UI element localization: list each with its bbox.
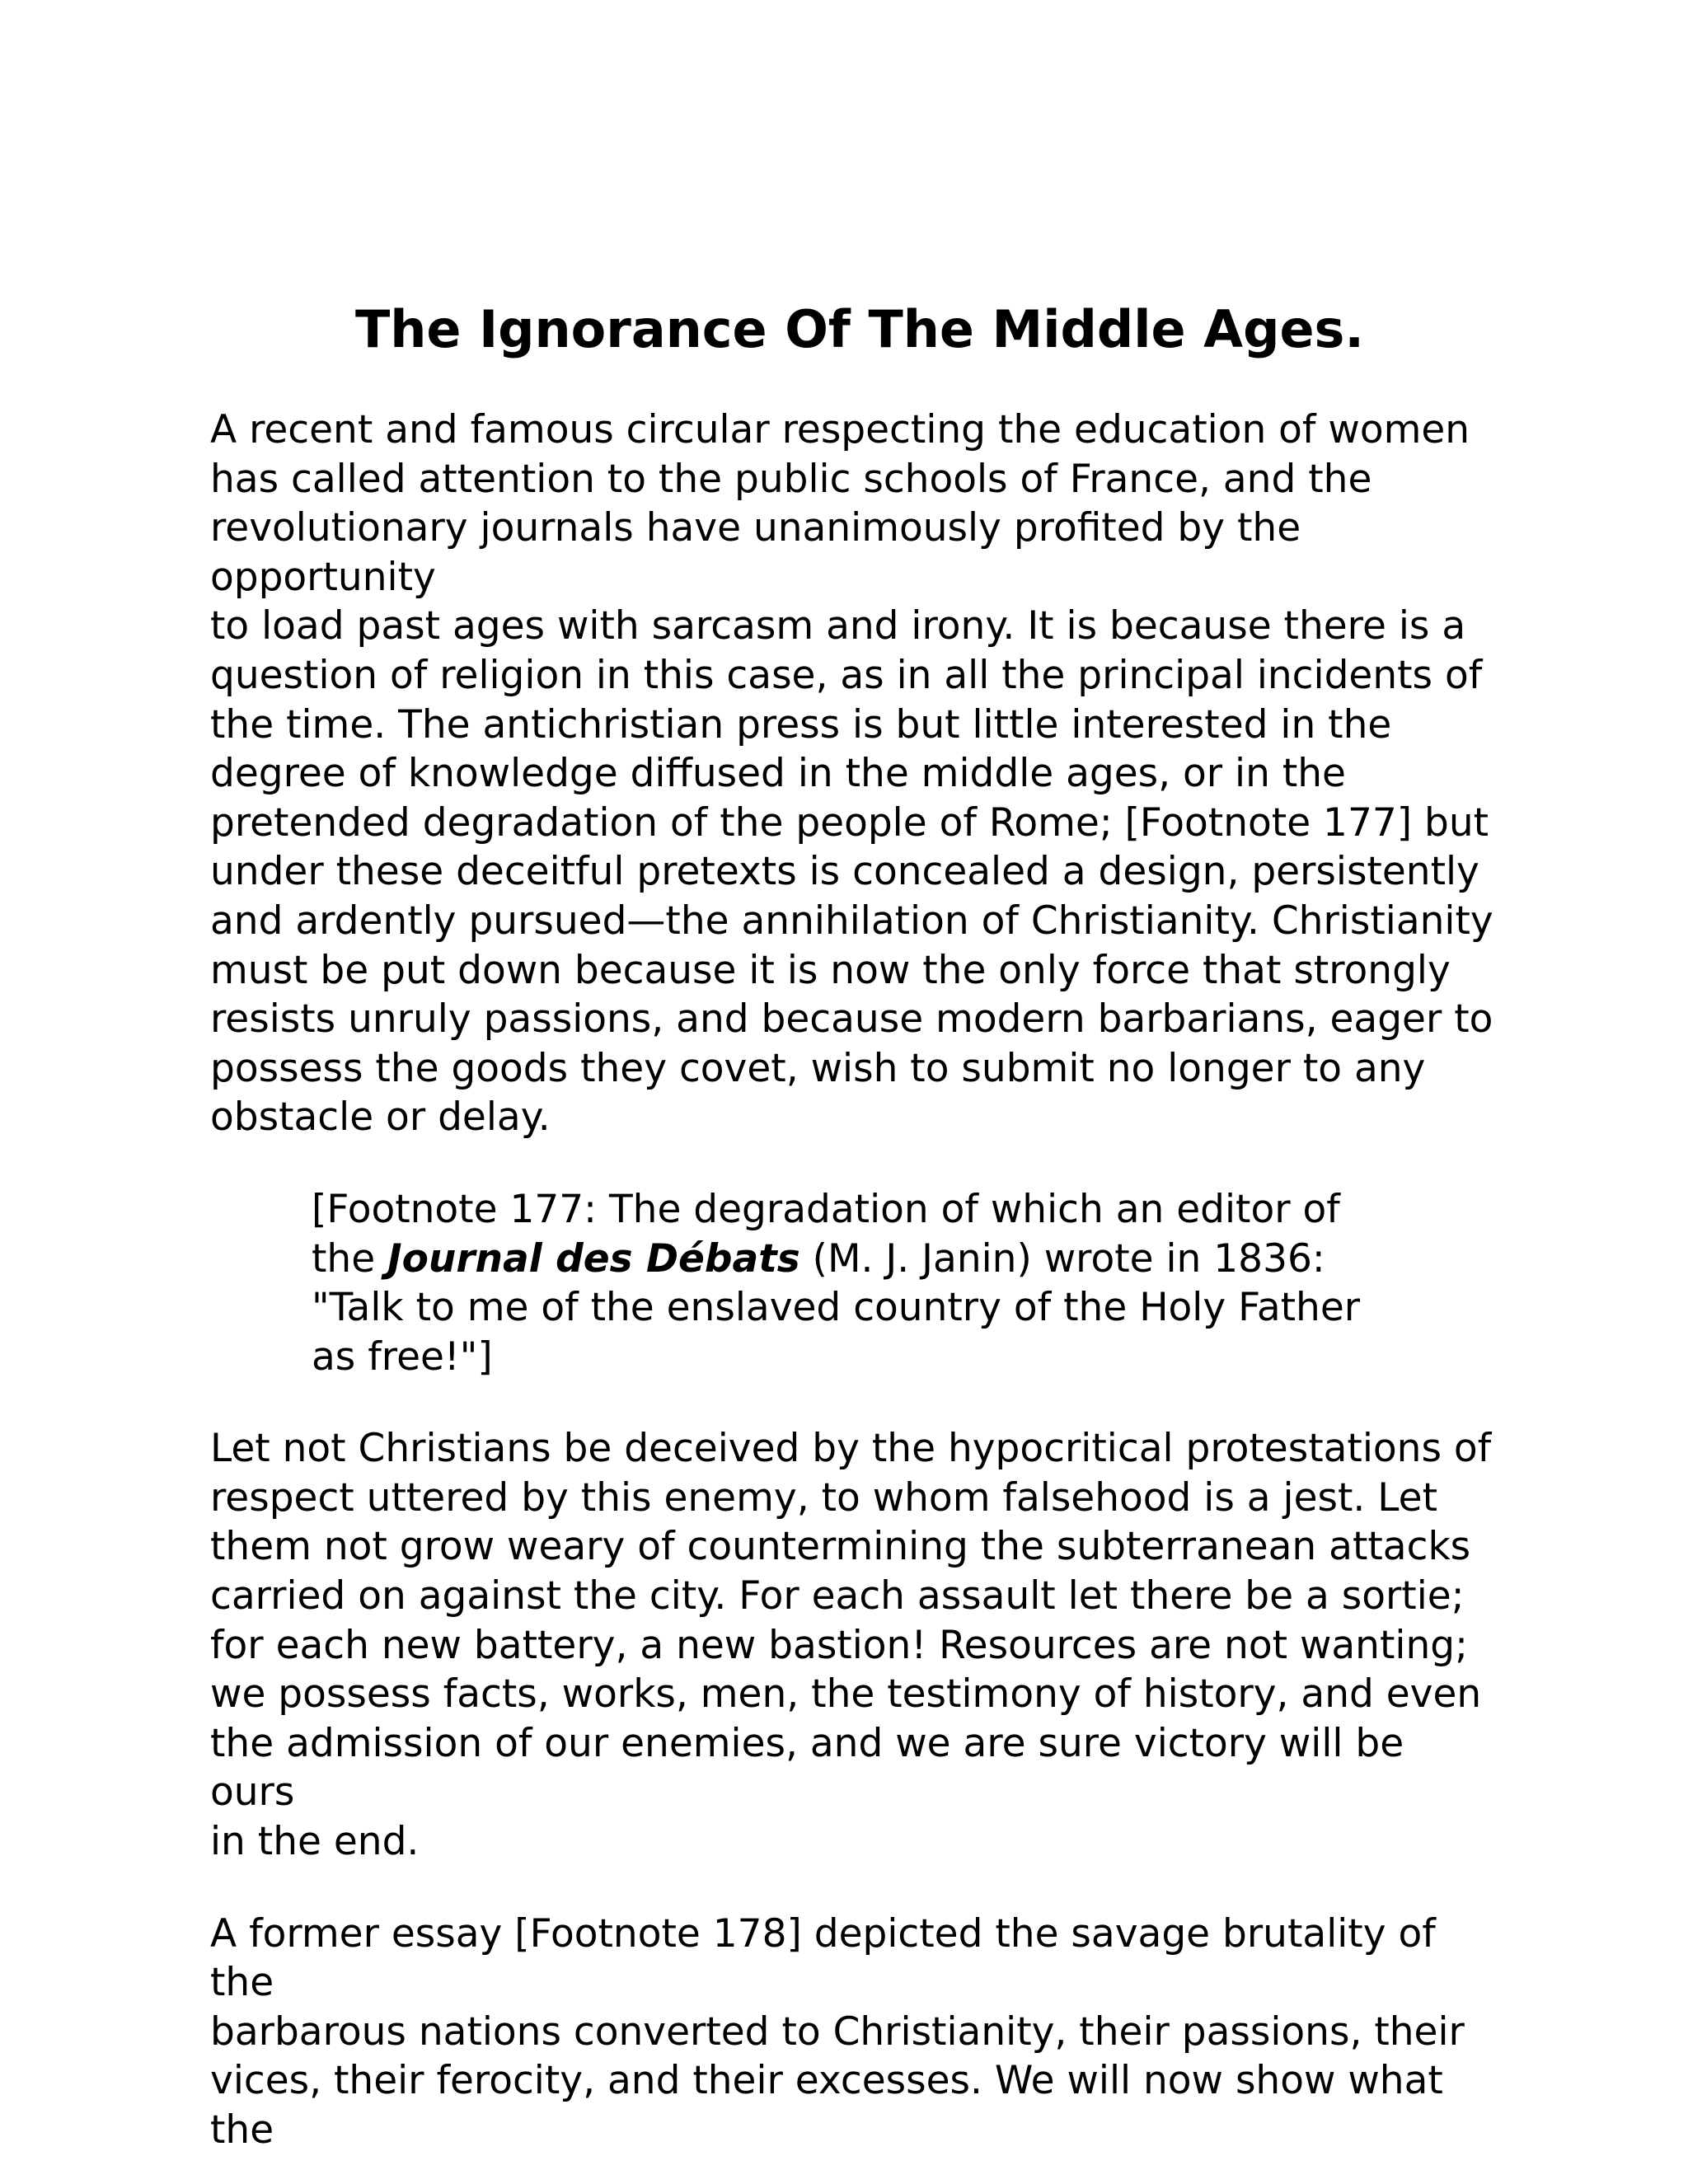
- footnote-text-end: (M. J. Janin) wrote in 1836: "Talk to me of the enslaved country of the Holy Father as free!"]: [312, 1235, 1361, 1380]
- document-page: [210, 297, 1496, 2155]
- footnote-journal-title: Journal des Débats: [387, 1235, 800, 1282]
- paragraph-1: A recent and famous circular respecting the education of women has called attention to the public schools of France, and the revolutionary journals have unanimously profited by the opportunity to load past ages with sarcasm and irony. It is because there is a question of religion in this case, as in all the principal incidents of the time. The antichristian press is but little interested in the degree of knowledge diffused in the middle ages, or in the pretended degradation of the people of Rome; [Footnote 177] but under these deceitful pretexts is concealed a design, persistently and ardently pursued—the annihilation of Christianity. Christianity must be put down because it is now the only force that strongly resists unruly passions, and because modern barbarians, eager to possess the goods they covet, wish to submit no longer to any obstacle or delay.: [210, 407, 1493, 1141]
- footnote-177: [312, 1185, 1496, 1381]
- page-title: The Ignorance Of The Middle Ages.: [355, 299, 1364, 359]
- paragraph-2: Let not Christians be deceived by the hypocritical protestations of respect uttered by this enemy, to whom falsehood is a jest. Let them not grow weary of countermining the subterranean attacks carried on against the city. For each assault let there be a sortie; for each new battery, a new bastion! Resources are not wanting; we possess facts, works, men, the testimony of history, and even the admission of our enemies, and we are sure victory will be ours in the end.: [210, 1426, 1492, 1865]
- paragraph-3: A former essay [Footnote 178] depicted the savage brutality of the barbarous nations converted to Christianity, their passions, their vices, their ferocity, and their excesses. We will now show what the: [210, 1910, 1465, 2153]
- footnote-text-start: [Footnote 177: The degradation of which an editor of the: [312, 1186, 1340, 1282]
